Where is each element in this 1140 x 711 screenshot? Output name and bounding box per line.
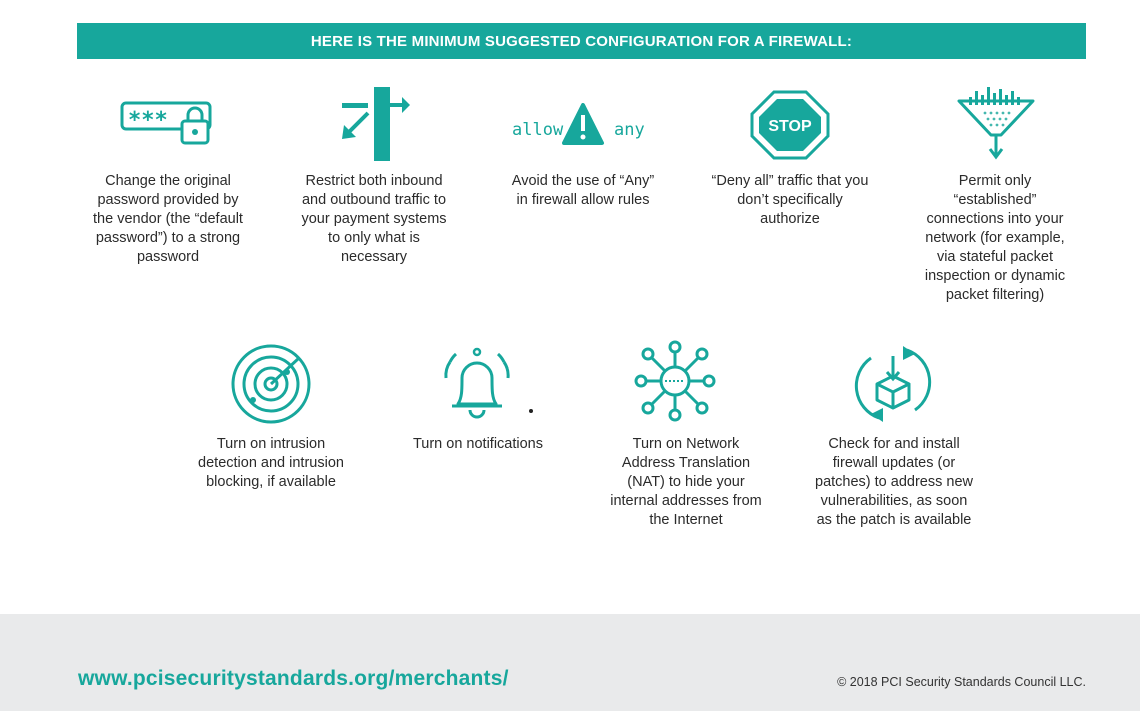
caption-password: Change the original password provided by the vendor (the “default password”) to a strong password	[93, 173, 243, 265]
caption-intrusion: Turn on intrusion detection and intrusion blocking, if available	[198, 436, 344, 490]
caption-notifications: Turn on notifications	[412, 436, 544, 452]
network-nat-icon	[632, 338, 718, 424]
filter-funnel-icon	[955, 85, 1037, 161]
caption-nat: Turn on Network Address Translation (NAT) to hide your internal addresses from the Internet	[610, 436, 762, 528]
update-box-icon	[849, 342, 937, 426]
caption-updates: Check for and install firewall updates (or patches) to address new vulnerabilities, as soon as the patch is available	[815, 436, 973, 528]
allow-any-warning-icon	[510, 103, 655, 149]
password-asterisks: ***	[128, 108, 168, 133]
banner-title: HERE IS THE MINIMUM SUGGESTED CONFIGURATION FOR A FIREWALL:	[310, 32, 853, 50]
caption-restrict: Restrict both inbound and outbound traffic to your payment systems to only what is necessary	[301, 173, 447, 265]
password-lock-icon	[118, 97, 218, 149]
stop-sign-icon	[750, 90, 830, 160]
stray-dot	[529, 409, 533, 413]
radar-icon	[229, 342, 313, 426]
bell-icon	[436, 342, 518, 422]
page-footer	[0, 614, 1140, 711]
any-label: any	[614, 120, 645, 140]
stop-text: STOP	[768, 118, 812, 135]
caption-allow-any: Avoid the use of “Any” in firewall allow rules	[511, 173, 655, 208]
caption-deny-all: “Deny all” traffic that you don’t specifically authorize	[711, 173, 869, 227]
restrict-traffic-icon	[338, 85, 410, 163]
caption-established: Permit only “established” connections into your network (for example, via stateful packet inspection or dynamic packet filtering)	[924, 173, 1066, 303]
merchants-link[interactable]: www.pcisecuritystandards.org/merchants/	[78, 667, 509, 690]
copyright-text: © 2018 PCI Security Standards Council LLC.	[837, 675, 1086, 689]
page-banner	[77, 23, 1086, 59]
allow-label: allow	[512, 120, 564, 140]
